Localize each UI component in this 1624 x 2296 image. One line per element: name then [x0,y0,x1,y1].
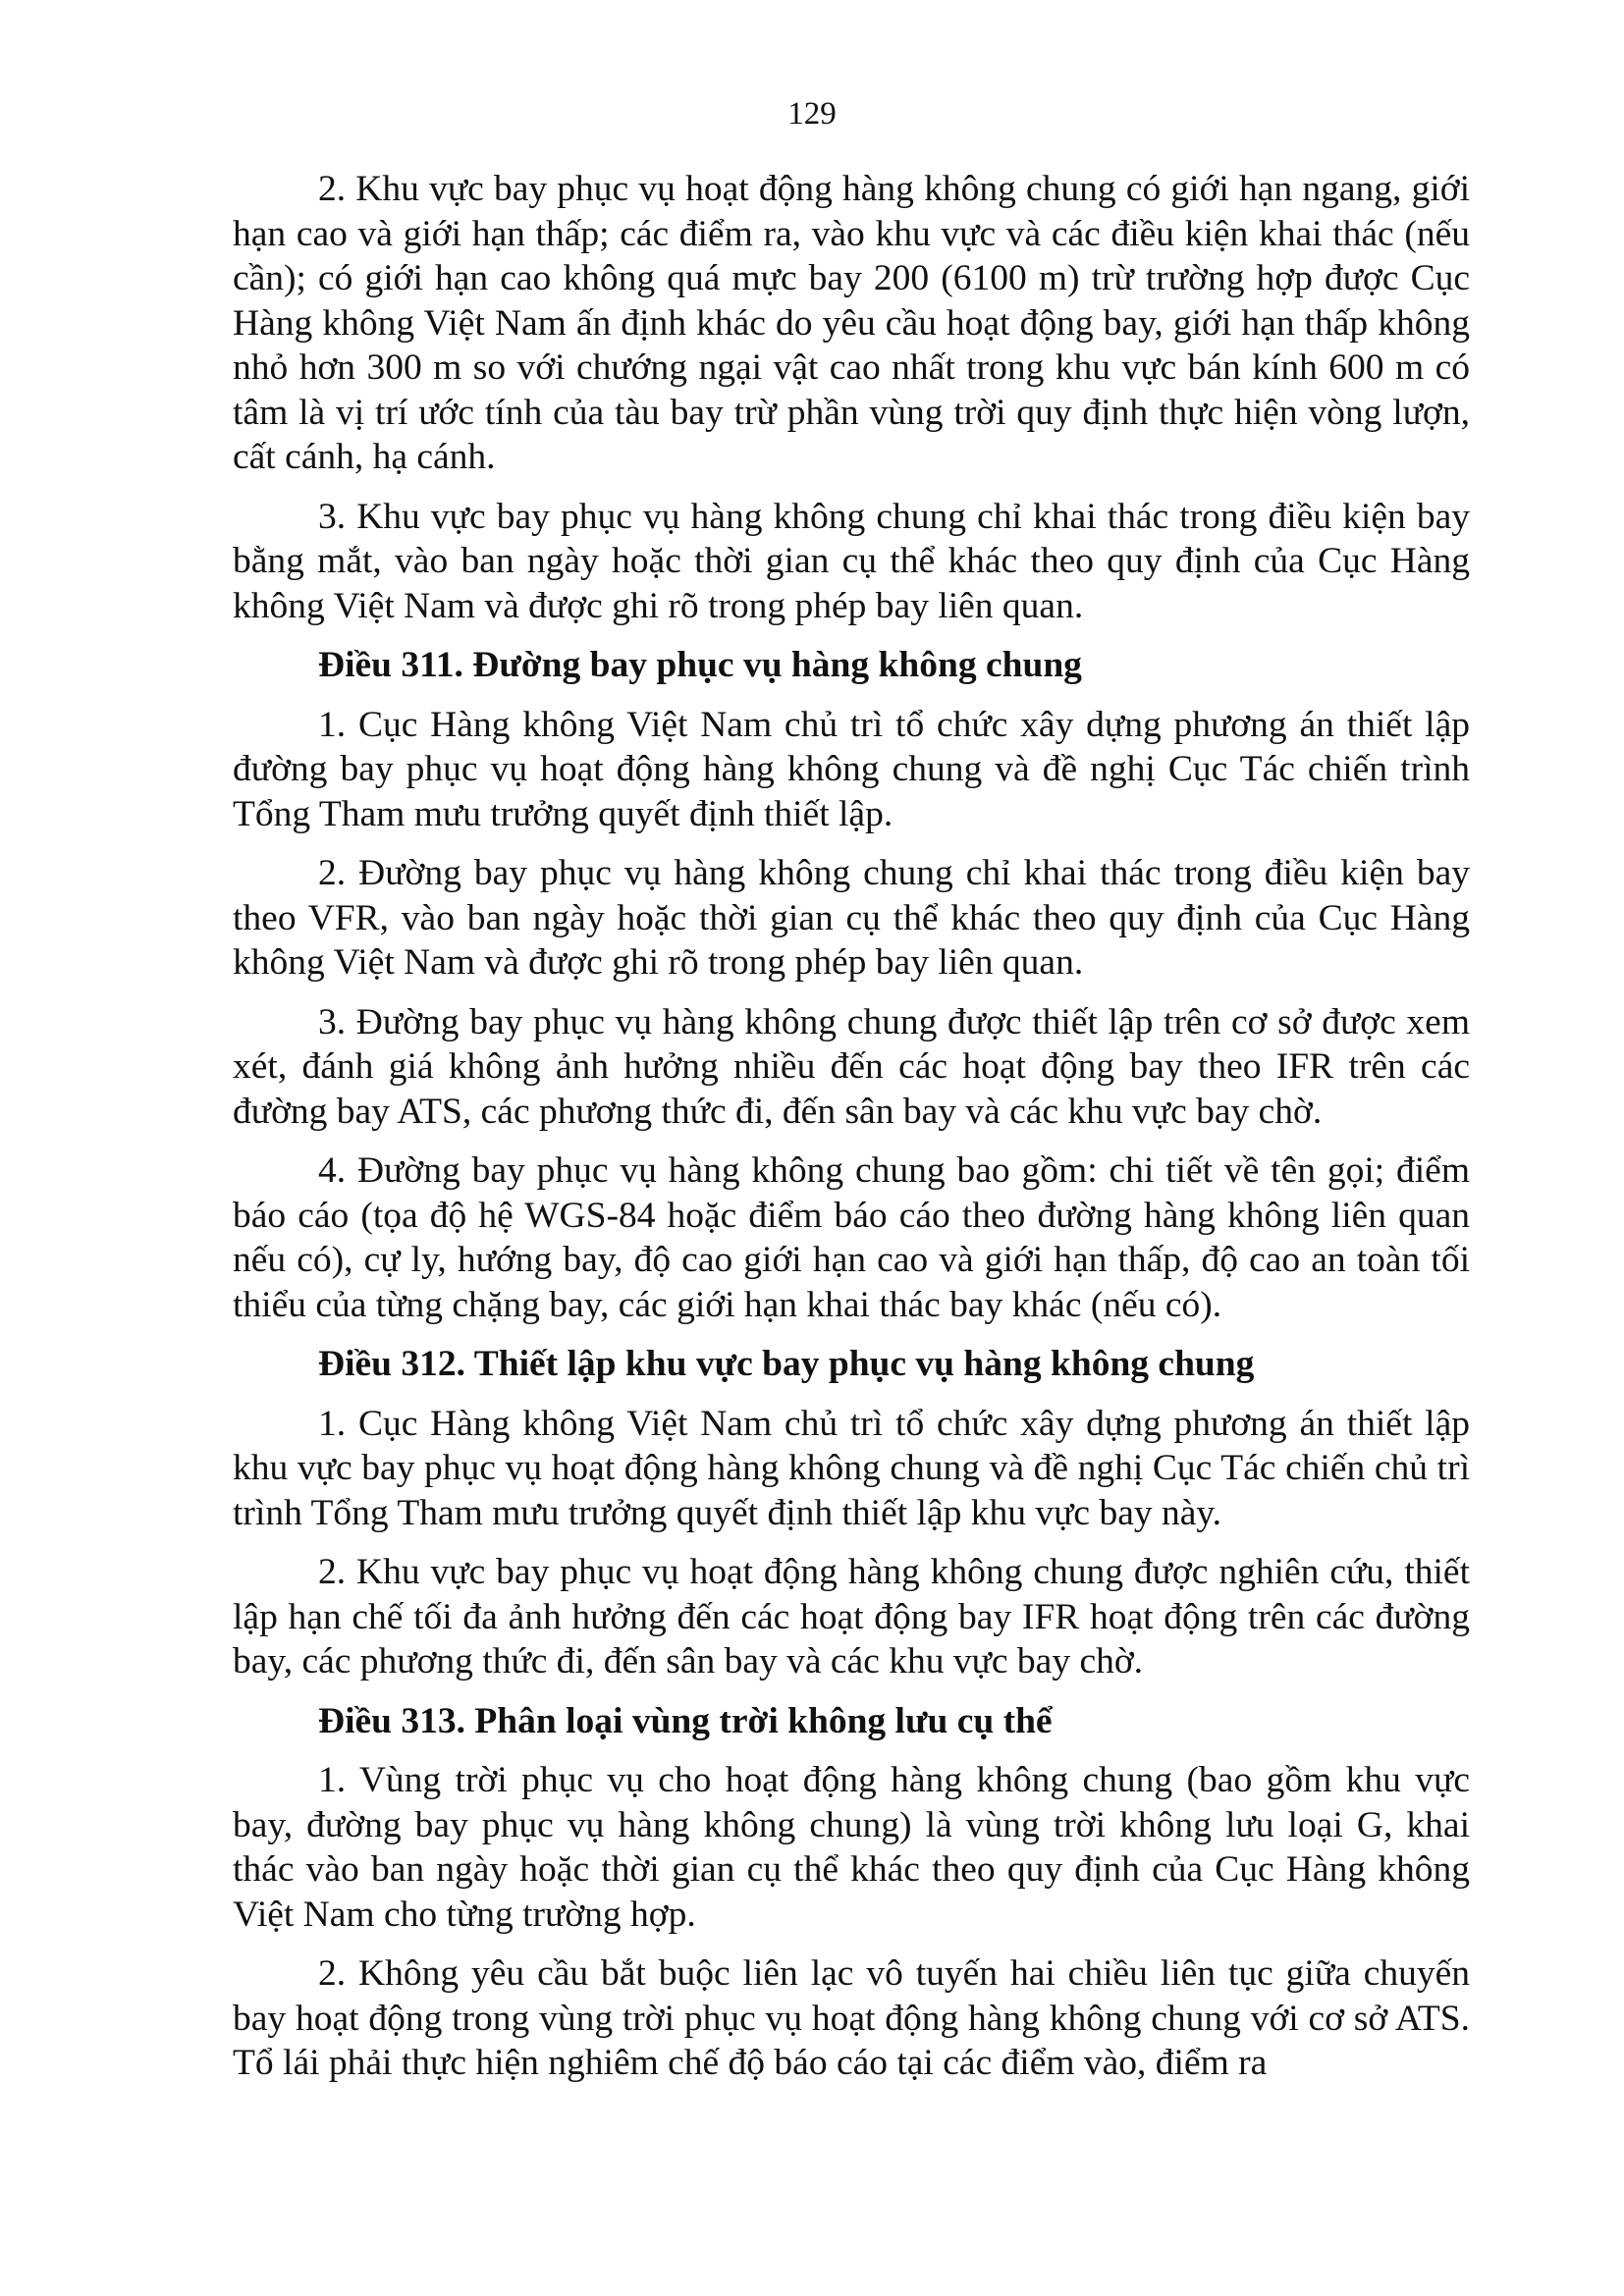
heading-dieu-312: Điều 312. Thiết lập khu vực bay phục vụ hàng không chung [318,1344,1255,1384]
document-body [233,167,1470,2101]
heading-dieu-313: Điều 313. Phân loại vùng trời không lưu cụ thể [318,1700,1053,1741]
paragraph-dieu-313-khoan-2: 2. Không yêu cầu bắt buộc liên lạc vô tuyến hai chiều liên tục giữa chuyến bay hoạt động trong vùng trời phục vụ hoạt động hàng không chung với cơ sở ATS. Tổ lái phải thực hiện nghiêm chế độ báo cáo tại các điểm vào, điểm ra [233,1953,1470,2083]
paragraph-dieu-311-khoan-4: 4. Đường bay phục vụ hàng không chung bao gồm: chi tiết về tên gọi; điểm báo cáo (tọa độ hệ WGS-84 hoặc điểm báo cáo theo đường hàng không liên quan nếu có), cự ly, hướng bay, độ cao giới hạn cao và giới hạn thấp, độ cao an toàn tối thiểu của từng chặng bay, các giới hạn khai thác bay khác (nếu có). [233,1150,1470,1325]
paragraph-dieu-311-khoan-3: 3. Đường bay phục vụ hàng không chung được thiết lập trên cơ sở được xem xét, đánh giá không ảnh hưởng nhiều đến các hoạt động bay theo IFR trên các đường bay ATS, các phương thức đi, đến sân bay và các khu vực bay chờ. [233,1001,1470,1132]
paragraph-dieu-313-khoan-1: 1. Vùng trời phục vụ cho hoạt động hàng không chung (bao gồm khu vực bay, đường bay phục vụ hàng không chung) là vùng trời không lưu loại G, khai thác vào ban ngày hoặc thời gian cụ thể khác theo quy định của Cục Hàng không Việt Nam cho từng trường hợp. [233,1760,1470,1935]
paragraph-khu-vuc-bay-gioi-han: 2. Khu vực bay phục vụ hoạt động hàng không chung có giới hạn ngang, giới hạn cao và giới hạn thấp; các điểm ra, vào khu vực và các điều kiện khai thác (nếu cần); có giới hạn cao không quá mực bay 200 (6100 m) trừ trường hợp được Cục Hàng không Việt Nam ấn định khác do yêu cầu hoạt động bay, giới hạn thấp không nhỏ hơn 300 m so với chướng ngại vật cao nhất trong khu vực bán kính 600 m có tâm là vị trí ước tính của tàu bay trừ phần vùng trời quy định thực hiện vòng lượn, cất cánh, hạ cánh. [233,169,1470,477]
paragraph-dieu-312-khoan-2: 2. Khu vực bay phục vụ hoạt động hàng không chung được nghiên cứu, thiết lập hạn chế tối đa ảnh hưởng đến các hoạt động bay IFR hoạt động trên các đường bay, các phương thức đi, đến sân bay và các khu vực bay chờ. [233,1552,1470,1682]
paragraph-khu-vuc-bay-dieu-kien: 3. Khu vực bay phục vụ hàng không chung chỉ khai thác trong điều kiện bay bằng mắt, vào ban ngày hoặc thời gian cụ thể khác theo quy định của Cục Hàng không Việt Nam và được ghi rõ trong phép bay liên quan. [233,496,1470,626]
paragraph-dieu-311-khoan-1: 1. Cục Hàng không Việt Nam chủ trì tổ chức xây dựng phương án thiết lập đường bay phục vụ hoạt động hàng không chung và đề nghị Cục Tác chiến trình Tổng Tham mưu trưởng quyết định thiết lập. [233,704,1470,834]
page-number: 129 [787,96,837,132]
heading-dieu-311: Điều 311. Đường bay phục vụ hàng không chung [318,645,1082,685]
paragraph-dieu-311-khoan-2: 2. Đường bay phục vụ hàng không chung chỉ khai thác trong điều kiện bay theo VFR, vào ban ngày hoặc thời gian cụ thể khác theo quy định của Cục Hàng không Việt Nam và được ghi rõ trong phép bay liên quan. [233,853,1470,983]
paragraph-dieu-312-khoan-1: 1. Cục Hàng không Việt Nam chủ trì tổ chức xây dựng phương án thiết lập khu vực bay phục vụ hoạt động hàng không chung và đề nghị Cục Tác chiến chủ trì trình Tổng Tham mưu trưởng quyết định thiết lập khu vực bay này. [233,1403,1470,1533]
